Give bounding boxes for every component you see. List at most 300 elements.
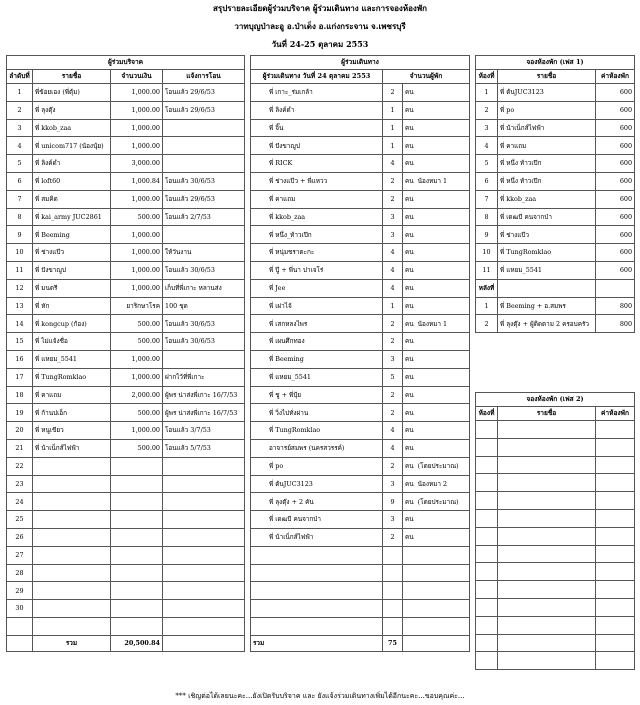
room-row xyxy=(476,208,635,226)
room2-row xyxy=(476,634,635,652)
room-row xyxy=(476,119,635,137)
traveler-name: พี่ Jee xyxy=(251,279,383,297)
donor-no: 22 xyxy=(7,457,33,475)
donor-transfer-note: ผู้พร น่าส่งพี่เกาะ 16/7/53 xyxy=(163,386,245,404)
traveler-row xyxy=(251,600,470,618)
room2-no xyxy=(476,545,498,563)
room2-price xyxy=(596,509,635,527)
traveler-count: 2 xyxy=(383,457,403,475)
traveler-unit-cell xyxy=(403,101,470,119)
room-price: 600 xyxy=(596,172,635,190)
donor-no: 28 xyxy=(7,564,33,582)
traveler-name: พี่ เดฒบี คนจากป่า xyxy=(251,511,383,529)
traveler-unit: คน xyxy=(405,301,414,310)
donor-amount: 1,000.00 xyxy=(111,226,163,244)
travelers-title: ผู้ร่วมเดินทาง xyxy=(251,56,470,70)
room-price: 600 xyxy=(596,101,635,119)
traveler-name: พี่ ช่างแป๊ว + พี่แหวว xyxy=(251,172,383,190)
donor-row xyxy=(7,528,245,546)
room-name: พี่ TungRomklao xyxy=(498,244,596,262)
traveler-name: พี่ Beeming xyxy=(251,350,383,368)
donor-row xyxy=(7,297,245,315)
traveler-name: พี่ เสกหลงไพร xyxy=(251,315,383,333)
room2-no xyxy=(476,456,498,474)
donor-no: 4 xyxy=(7,137,33,155)
donor-no: 11 xyxy=(7,261,33,279)
traveler-count: 2 xyxy=(383,528,403,546)
traveler-row xyxy=(251,546,470,564)
traveler-name: พี่ เผ่าไจ้ xyxy=(251,297,383,315)
traveler-unit: คน xyxy=(405,515,414,524)
traveler-unit: คน xyxy=(405,105,414,114)
donor-row xyxy=(7,404,245,422)
room-no: 1 xyxy=(476,84,498,102)
donor-no: 7 xyxy=(7,190,33,208)
donor-transfer-note: โอนแล้ว 30/6/53 xyxy=(163,172,245,190)
traveler-count: 2 xyxy=(383,84,403,102)
donor-name: พี่ น้าเน็กส์ไฟฟ้า xyxy=(33,439,111,457)
traveler-unit-cell xyxy=(403,528,470,546)
room2-price xyxy=(596,456,635,474)
donor-name: พี่ หัก xyxy=(33,297,111,315)
traveler-count: 1 xyxy=(383,101,403,119)
house-price: 800 xyxy=(596,297,635,315)
traveler-unit: คน xyxy=(405,88,414,97)
traveler-row xyxy=(251,297,470,315)
doc-date: วันที่ 24-25 ตุลาคม 2553 xyxy=(271,39,369,49)
traveler-name: อาจารย์สมพร (นครสวรรค์) xyxy=(251,439,383,457)
donor-no: 30 xyxy=(7,600,33,618)
traveler-unit-cell xyxy=(403,119,470,137)
traveler-unit: คน xyxy=(405,461,414,470)
room-row xyxy=(476,226,635,244)
room2-no xyxy=(476,509,498,527)
donor-no: 23 xyxy=(7,475,33,493)
col-header-transfer: แจ้งการโอน xyxy=(163,70,245,84)
traveler-unit-cell xyxy=(403,315,470,333)
donor-row xyxy=(7,190,245,208)
traveler-row xyxy=(251,617,470,635)
donor-row xyxy=(7,546,245,564)
donor-amount: 1,000.84 xyxy=(111,172,163,190)
traveler-unit-cell xyxy=(403,617,470,635)
room-no: 5 xyxy=(476,155,498,173)
donor-transfer-note: เก็บที่พี่เกาะ หลานส่ง xyxy=(163,279,245,297)
donor-amount xyxy=(111,564,163,582)
col-header-room-price: ค่าห้องพัก xyxy=(596,70,635,84)
donor-transfer-note xyxy=(163,475,245,493)
rooms-phase2-table xyxy=(475,392,635,670)
room2-name xyxy=(498,545,596,563)
room-no: 6 xyxy=(476,172,498,190)
donor-no: 3 xyxy=(7,119,33,137)
donor-name: พี่ แหยม_5541 xyxy=(33,350,111,368)
donor-no: 15 xyxy=(7,333,33,351)
traveler-unit-cell xyxy=(403,511,470,529)
traveler-unit-cell xyxy=(403,422,470,440)
donor-transfer-note: โอนแล้ว 29/6/53 xyxy=(163,190,245,208)
room-no: 4 xyxy=(476,137,498,155)
traveler-count: 4 xyxy=(383,244,403,262)
room2-name xyxy=(498,581,596,599)
donor-name xyxy=(33,564,111,582)
donor-name xyxy=(33,600,111,618)
traveler-unit: คน xyxy=(405,248,414,257)
room2-row xyxy=(476,527,635,545)
houses-header-row xyxy=(476,279,635,297)
donor-amount: 500.00 xyxy=(111,315,163,333)
room2-row xyxy=(476,616,635,634)
traveler-row xyxy=(251,119,470,137)
room-name: พี่ แหยม_5541 xyxy=(498,261,596,279)
traveler-name: พี่ RICK xyxy=(251,155,383,173)
donor-row xyxy=(7,350,245,368)
traveler-unit: คน xyxy=(405,408,414,417)
room2-price xyxy=(596,581,635,599)
traveler-count: 2 xyxy=(383,315,403,333)
traveler-row xyxy=(251,475,470,493)
traveler-name xyxy=(251,546,383,564)
col-header-room-no: ห้องที่ xyxy=(476,70,498,84)
room2-row xyxy=(476,581,635,599)
room2-row xyxy=(476,652,635,670)
traveler-extra: (โดยประมาณ) xyxy=(417,497,459,506)
donor-name: พี่ข้อยเอง (พี่ตุ้ม) xyxy=(33,84,111,102)
donor-row xyxy=(7,475,245,493)
traveler-unit: คน xyxy=(405,390,414,399)
room2-price xyxy=(596,598,635,616)
traveler-row xyxy=(251,244,470,262)
donor-row xyxy=(7,422,245,440)
traveler-unit: คน xyxy=(405,372,414,381)
room2-row xyxy=(476,438,635,456)
donor-amount: 1,000.00 xyxy=(111,137,163,155)
donor-no: 17 xyxy=(7,368,33,386)
room-no: 11 xyxy=(476,261,498,279)
traveler-name: พี่ ต้นJUC3123 xyxy=(251,475,383,493)
traveler-row xyxy=(251,422,470,440)
traveler-count: 3 xyxy=(383,226,403,244)
donor-row xyxy=(7,386,245,404)
room2-name xyxy=(498,438,596,456)
room-name: พี่ หนึ่ง ท้าวเปีก xyxy=(498,172,596,190)
traveler-count: 2 xyxy=(383,404,403,422)
donor-amount xyxy=(111,582,163,600)
traveler-count: 3 xyxy=(383,208,403,226)
traveler-unit-cell xyxy=(403,244,470,262)
room2-name xyxy=(498,616,596,634)
traveler-unit: คน xyxy=(405,159,414,168)
traveler-unit: คน xyxy=(405,355,414,364)
traveler-row xyxy=(251,84,470,102)
room2-no xyxy=(476,492,498,510)
traveler-unit-cell xyxy=(403,493,470,511)
donor-row xyxy=(7,172,245,190)
donor-row xyxy=(7,226,245,244)
donor-name: พี่ unicom717 (น้องนุ้ย) xyxy=(33,137,111,155)
room2-name xyxy=(498,634,596,652)
room2-row xyxy=(476,563,635,581)
traveler-unit-cell xyxy=(403,190,470,208)
donor-row xyxy=(7,137,245,155)
traveler-unit: คน xyxy=(405,497,414,506)
donor-name: พี่ มนตรี xyxy=(33,279,111,297)
donor-amount: 1,000.00 xyxy=(111,422,163,440)
room2-row xyxy=(476,474,635,492)
donor-amount: ยาริกษาโรค xyxy=(111,297,163,315)
room-price: 600 xyxy=(596,155,635,173)
traveler-row xyxy=(251,368,470,386)
donor-amount xyxy=(111,493,163,511)
traveler-row xyxy=(251,564,470,582)
travelers-total-value: 75 xyxy=(383,635,403,651)
donor-name: พี่ Beeming xyxy=(33,226,111,244)
donor-name xyxy=(33,617,111,635)
donor-row xyxy=(7,119,245,137)
house-row xyxy=(476,315,635,333)
traveler-row xyxy=(251,101,470,119)
room2-no xyxy=(476,598,498,616)
traveler-count xyxy=(383,617,403,635)
traveler-count: 5 xyxy=(383,368,403,386)
rooms-phase1-table xyxy=(475,55,635,333)
col-header-guests: จำนวนผู้พัก xyxy=(383,70,470,84)
donor-amount: 500.00 xyxy=(111,404,163,422)
donor-no: 1 xyxy=(7,84,33,102)
donor-no: 5 xyxy=(7,155,33,173)
room-row xyxy=(476,155,635,173)
house-price: 800 xyxy=(596,315,635,333)
traveler-unit-cell xyxy=(403,155,470,173)
room2-no xyxy=(476,563,498,581)
traveler-unit-cell xyxy=(403,279,470,297)
donor-transfer-note xyxy=(163,493,245,511)
traveler-name: พี่ kkob_zaa xyxy=(251,208,383,226)
traveler-unit-cell xyxy=(403,386,470,404)
traveler-row xyxy=(251,493,470,511)
donor-name: พี่ TungRomklao xyxy=(33,368,111,386)
traveler-name: พี่ หนุ่มชราตะกะ xyxy=(251,244,383,262)
donor-transfer-note xyxy=(163,457,245,475)
traveler-row xyxy=(251,404,470,422)
traveler-row xyxy=(251,226,470,244)
donor-row xyxy=(7,315,245,333)
room2-name xyxy=(498,456,596,474)
donor-transfer-note xyxy=(163,528,245,546)
room2-row xyxy=(476,456,635,474)
col-header-traveler: ผู้ร่วมเดินทาง วันที่ 24 ตุลาคม 2553 xyxy=(251,70,383,84)
traveler-unit-cell xyxy=(403,208,470,226)
traveler-row xyxy=(251,261,470,279)
donor-amount: 500.00 xyxy=(111,208,163,226)
traveler-count: 4 xyxy=(383,279,403,297)
traveler-row xyxy=(251,172,470,190)
donor-transfer-note: โอนแล้ว 29/6/53 xyxy=(163,101,245,119)
room2-no xyxy=(476,616,498,634)
traveler-unit-cell xyxy=(403,457,470,475)
donor-row xyxy=(7,511,245,529)
donor-transfer-note xyxy=(163,350,245,368)
traveler-count: 4 xyxy=(383,261,403,279)
room2-price xyxy=(596,438,635,456)
donor-transfer-note xyxy=(163,226,245,244)
houses-empty xyxy=(596,279,635,297)
travelers-table xyxy=(250,55,470,652)
traveler-unit-cell xyxy=(403,404,470,422)
traveler-extra: (โดยประมาณ) xyxy=(417,461,459,470)
traveler-unit: คน xyxy=(405,266,414,275)
donor-no: 6 xyxy=(7,172,33,190)
room2-price xyxy=(596,634,635,652)
donor-amount: 1,000.00 xyxy=(111,279,163,297)
col-header-amount: จำนวนเงิน xyxy=(111,70,163,84)
donor-transfer-note: โอนแล้ว 30/6/53 xyxy=(163,333,245,351)
traveler-unit-cell xyxy=(403,137,470,155)
room2-row xyxy=(476,421,635,439)
traveler-row xyxy=(251,457,470,475)
donor-amount: 1,000.00 xyxy=(111,101,163,119)
house-no: 1 xyxy=(476,297,498,315)
donor-row xyxy=(7,208,245,226)
traveler-count: 1 xyxy=(383,297,403,315)
donor-name: พี่ ก้านปเอ็ก xyxy=(33,404,111,422)
donor-name: พี่ kai_army JUC2861 xyxy=(33,208,111,226)
donor-name: พี่ ลุงตุ๊ง xyxy=(33,101,111,119)
room2-price xyxy=(596,421,635,439)
room-price: 600 xyxy=(596,226,635,244)
donor-no xyxy=(7,617,33,635)
room2-row xyxy=(476,492,635,510)
room-no: 9 xyxy=(476,226,498,244)
traveler-name: พี่ เผนศึกทอง xyxy=(251,333,383,351)
donor-row xyxy=(7,279,245,297)
footer-note: *** เชิญต่อได้เลยนะคะ...ยังเปิดรับบริจาค และ ยังแจ้งร่วมเดินทางเพิ่มได้อีกนะคะ...ขอบคุณค่ะ... xyxy=(175,692,465,700)
room-name: พี่ หนึ่ง ท้าวเปีก xyxy=(498,155,596,173)
room2-no xyxy=(476,421,498,439)
traveler-unit: คน xyxy=(405,283,414,292)
donor-name xyxy=(33,582,111,600)
traveler-count: 1 xyxy=(383,119,403,137)
donor-no: 16 xyxy=(7,350,33,368)
room2-price xyxy=(596,474,635,492)
traveler-row xyxy=(251,439,470,457)
col-header-room2-price: ค่าห้องพัก xyxy=(596,407,635,421)
traveler-count: 3 xyxy=(383,475,403,493)
traveler-unit: คน xyxy=(405,533,414,542)
traveler-name: พี่ ลิงค์ดำ xyxy=(251,101,383,119)
donor-transfer-note xyxy=(163,546,245,564)
traveler-unit-cell xyxy=(403,439,470,457)
room2-name xyxy=(498,652,596,670)
room2-no xyxy=(476,652,498,670)
room-no: 2 xyxy=(476,101,498,119)
traveler-count xyxy=(383,546,403,564)
donor-amount: 500.00 xyxy=(111,439,163,457)
donor-no: 27 xyxy=(7,546,33,564)
traveler-name: พี่ น้าเน็กส์ไฟฟ้า xyxy=(251,528,383,546)
traveler-unit-cell xyxy=(403,226,470,244)
donor-amount xyxy=(111,457,163,475)
donor-row xyxy=(7,368,245,386)
traveler-unit: คน xyxy=(405,212,414,221)
traveler-name: พี่ po xyxy=(251,457,383,475)
donor-transfer-note: ผู้พร น่าส่งพี่เกาะ 16/7/53 xyxy=(163,404,245,422)
donor-row xyxy=(7,582,245,600)
donor-name: พี่ ลิงค์ดำ xyxy=(33,155,111,173)
donor-transfer-note: โอนแล้ว 3/7/53 xyxy=(163,422,245,440)
traveler-unit: คน xyxy=(405,230,414,239)
traveler-name: พี่ วิ่งไปทั่งผ่าน xyxy=(251,404,383,422)
donor-name: พี่ คาแถม xyxy=(33,386,111,404)
traveler-row xyxy=(251,511,470,529)
traveler-extra: น้องหมา 1 xyxy=(417,177,448,186)
traveler-name: พี่ ปู๊ + พี่นา ปาเจโร่ xyxy=(251,261,383,279)
donor-name xyxy=(33,457,111,475)
traveler-unit: คน xyxy=(405,479,414,488)
donor-row xyxy=(7,84,245,102)
donor-row xyxy=(7,600,245,618)
traveler-row xyxy=(251,350,470,368)
donor-transfer-note: โอนแล้ว 5/7/53 xyxy=(163,439,245,457)
donor-amount: 2,000.00 xyxy=(111,386,163,404)
donor-no: 18 xyxy=(7,386,33,404)
traveler-row xyxy=(251,190,470,208)
donor-amount: 1,000.00 xyxy=(111,368,163,386)
donor-no: 24 xyxy=(7,493,33,511)
room-name: พี่ ต้นJUC3123 xyxy=(498,84,596,102)
room-no: 7 xyxy=(476,190,498,208)
traveler-count: 2 xyxy=(383,172,403,190)
room-name: พี่ po xyxy=(498,101,596,119)
room2-price xyxy=(596,616,635,634)
col-header-room-name: รายชื่อ xyxy=(498,70,596,84)
room2-price xyxy=(596,652,635,670)
donor-name: พี่ ไม่แจ้งชื่อ xyxy=(33,333,111,351)
traveler-count: 4 xyxy=(383,155,403,173)
traveler-count: 9 xyxy=(383,493,403,511)
col-header-name: รายชื่อ xyxy=(33,70,111,84)
traveler-unit-cell xyxy=(403,368,470,386)
donor-transfer-note xyxy=(163,119,245,137)
traveler-name: พี่ จิ๊น xyxy=(251,119,383,137)
donor-transfer-note: โอนแล้ว 29/6/53 xyxy=(163,84,245,102)
donor-amount xyxy=(111,617,163,635)
house-no: 2 xyxy=(476,315,498,333)
donor-no: 12 xyxy=(7,279,33,297)
traveler-row xyxy=(251,279,470,297)
room-row xyxy=(476,137,635,155)
donors-total-value: 20,500.84 xyxy=(111,635,163,651)
room2-name xyxy=(498,492,596,510)
traveler-name xyxy=(251,617,383,635)
room-name: พี่ เดฒบี คนจากป่า xyxy=(498,208,596,226)
traveler-extra: น้องหมา 2 xyxy=(417,479,448,488)
traveler-unit-cell xyxy=(403,297,470,315)
col-header-no: ลำดับที่ xyxy=(7,70,33,84)
room2-no xyxy=(476,474,498,492)
traveler-unit: คน xyxy=(405,337,414,346)
donor-amount: 1,000.00 xyxy=(111,244,163,262)
traveler-name xyxy=(251,582,383,600)
room2-price xyxy=(596,563,635,581)
room-row xyxy=(476,101,635,119)
donor-name: พี่ ช่างแป๊ว xyxy=(33,244,111,262)
room-name: พี่ คาแถม xyxy=(498,137,596,155)
donor-transfer-note: โอนแล้ว 30/6/53 xyxy=(163,315,245,333)
traveler-count: 2 xyxy=(383,333,403,351)
donor-transfer-note xyxy=(163,511,245,529)
traveler-unit-cell xyxy=(403,350,470,368)
